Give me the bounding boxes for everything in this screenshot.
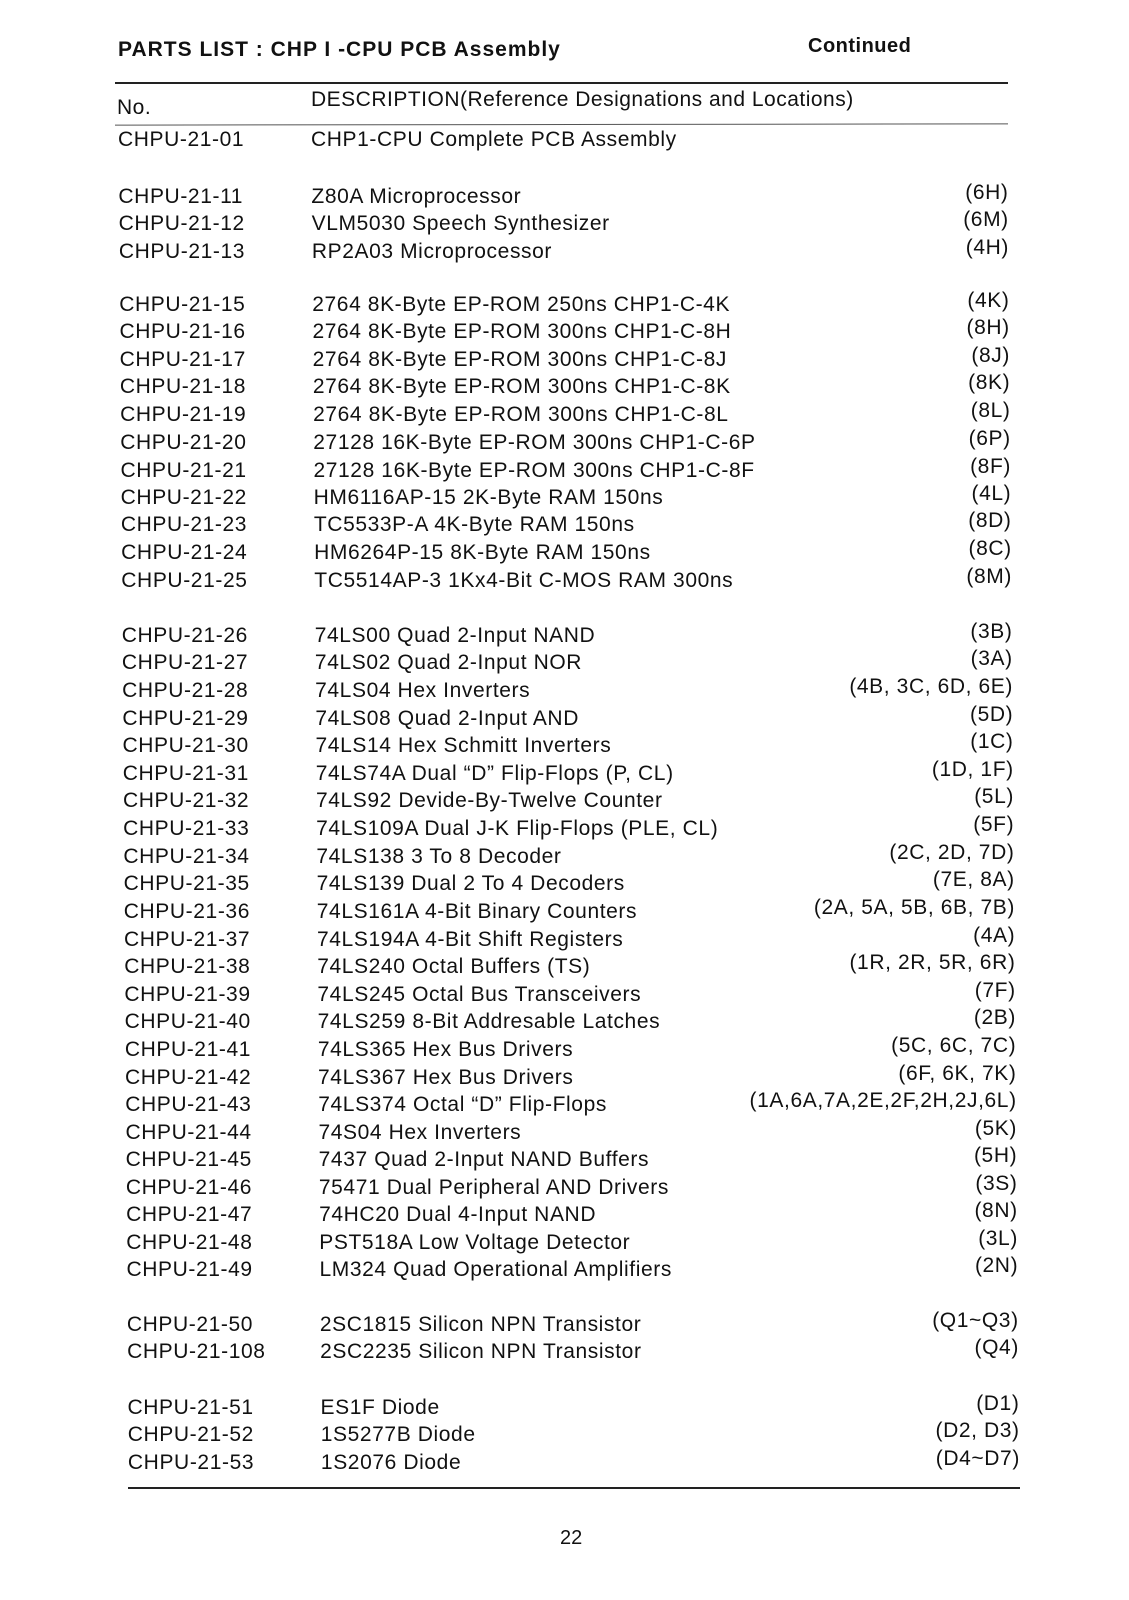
part-description: 2SC1815 Silicon NPN Transistor [319,1313,642,1336]
part-description: TC5514AP-3 1Kx4-Bit C-MOS RAM 300ns [314,569,734,592]
part-number: CHPU-21-20 [120,431,247,454]
part-description: VLM5030 Speech Synthesizer [311,212,610,235]
part-number: CHPU-21-13 [118,240,246,263]
part-description: 74LS92 Devide-By-Twelve Counter [315,789,663,812]
part-location: (8H) [966,316,1010,339]
page-title: PARTS LIST : CHP I -CPU PCB Assembly [118,38,561,61]
part-number: CHPU-21-46 [125,1176,253,1199]
part-number: CHPU-21-41 [124,1038,252,1061]
part-description: 74LS367 Hex Bus Drivers [318,1066,574,1089]
table-row [0,455,1129,486]
part-number: CHPU-21-30 [122,734,249,757]
part-description: 74LS14 Hex Schmitt Inverters [315,734,612,757]
part-number: CHPU-21-50 [126,1313,254,1336]
part-location: (2B) [973,1006,1016,1029]
part-location: (4B, 3C, 6D, 6E) [849,675,1013,698]
part-number: CHPU-21-33 [123,817,250,840]
table-row [0,1089,1129,1120]
table-row [0,208,1129,239]
table-row [0,236,1129,267]
part-location: (4A) [973,924,1016,947]
part-description: LM324 Quad Operational Amplifiers [319,1258,672,1281]
part-description: 75471 Dual Peripheral AND Drivers [318,1176,669,1199]
part-location: (8D) [968,509,1012,532]
part-location: (4H) [965,236,1010,259]
part-description: 2764 8K-Byte EP-ROM 300ns CHP1-C-8H [312,320,732,343]
part-description: HM6264P-15 8K-Byte RAM 150ns [314,541,651,564]
table-row [0,399,1129,430]
part-location: (Q4) [974,1336,1019,1359]
part-description: 74S04 Hex Inverters [318,1121,522,1144]
header-bottom-rule [115,123,1008,125]
part-location: (8K) [968,371,1011,394]
part-location: (5F) [973,813,1015,836]
part-number: CHPU-21-16 [119,320,246,343]
part-number: CHPU-21-36 [123,900,250,923]
part-description: 7437 Quad 2-Input NAND Buffers [318,1148,650,1171]
part-description: 74LS74A Dual “D” Flip-Flops (P, CL) [315,762,674,785]
part-location: (5H) [973,1144,1018,1167]
part-description: 74LS138 3 To 8 Decoder [316,845,562,868]
part-location: (2A, 5A, 5B, 6B, 7B) [813,896,1015,919]
part-location: (8M) [966,565,1012,588]
part-number: CHPU-21-18 [119,375,247,398]
table-row [0,703,1129,734]
table-row [0,868,1129,899]
part-location: (Q1~Q3) [932,1309,1019,1332]
column-header-no: No. [117,96,152,119]
part-location: (8F) [970,455,1011,478]
part-description: 2764 8K-Byte EP-ROM 250ns CHP1-C-4K [312,293,731,316]
part-location: (3A) [970,647,1013,670]
part-location: (8J) [971,344,1010,367]
table-row [0,1309,1129,1340]
table-row [0,1336,1129,1367]
part-description: Z80A Microprocessor [311,185,522,208]
part-description: 74LS02 Quad 2-Input NOR [314,651,583,674]
page-number: 22 [560,1527,583,1549]
part-number: CHPU-21-19 [120,403,247,426]
part-number: CHPU-21-39 [124,983,251,1006]
part-number: CHPU-21-45 [125,1148,252,1171]
table-row [0,344,1129,375]
part-number: CHPU-21-31 [122,762,249,785]
part-number: CHPU-21-22 [120,486,247,509]
part-number: CHPU-21-43 [125,1093,252,1116]
part-location: (D2, D3) [935,1419,1020,1442]
table-row [0,565,1129,596]
table-row [0,896,1129,927]
table-row [0,1034,1129,1065]
part-description: 2764 8K-Byte EP-ROM 300ns CHP1-C-8L [313,403,729,426]
part-number: CHPU-21-47 [126,1203,253,1226]
part-description: RP2A03 Microprocessor [311,240,553,263]
part-description: 74LS365 Hex Bus Drivers [317,1038,574,1061]
table-bottom-rule [128,1487,1020,1489]
table-row [0,951,1129,982]
part-location: (3L) [978,1227,1018,1250]
part-number: CHPU-21-42 [125,1066,252,1089]
table-row [0,316,1129,347]
table-row [0,813,1129,844]
table-row [0,1172,1129,1203]
part-description: 27128 16K-Byte EP-ROM 300ns CHP1-C-8F [313,459,755,482]
part-description: HM6116AP-15 2K-Byte RAM 150ns [313,486,664,509]
table-row [0,1227,1129,1258]
part-location: (6H) [965,181,1009,204]
part-location: (8N) [974,1199,1018,1222]
part-number: CHPU-21-28 [122,679,249,702]
part-description: 27128 16K-Byte EP-ROM 300ns CHP1-C-6P [313,431,756,454]
part-location: (3B) [970,620,1013,643]
table-row [0,482,1129,513]
table-row [0,1254,1129,1285]
table-row [0,758,1129,789]
part-number: CHPU-21-49 [126,1258,253,1281]
part-description: 74LS00 Quad 2-Input NAND [314,624,596,647]
part-description: TC5533P-A 4K-Byte RAM 150ns [313,513,635,536]
part-location: (1A,6A,7A,2E,2F,2H,2J,6L) [749,1089,1017,1112]
part-location: (8C) [968,537,1012,560]
part-description: 74LS194A 4-Bit Shift Registers [317,928,624,951]
table-row [0,289,1129,320]
part-location: (4K) [967,289,1010,312]
table-row [0,1117,1129,1148]
part-number: CHPU-21-15 [119,293,246,316]
part-number: CHPU-21-27 [121,651,249,674]
part-location: (5L) [974,785,1014,808]
table-row [0,371,1129,402]
part-location: (8L) [970,399,1011,422]
part-number: CHPU-21-26 [121,624,248,647]
table-row [0,620,1129,651]
header-top-rule [115,82,1008,84]
part-number: CHPU-21-34 [123,845,250,868]
part-number: CHPU-21-24 [121,541,248,564]
part-location: (D4~D7) [935,1447,1020,1470]
part-number: CHPU-21-51 [127,1396,254,1419]
part-description: 2SC2235 Silicon NPN Transistor [320,1340,642,1363]
part-number: CHPU-21-35 [123,872,250,895]
table-row [0,675,1129,706]
part-description: CHP1-CPU Complete PCB Assembly [311,128,677,151]
part-location: (5K) [974,1117,1017,1140]
part-location: (6M) [963,208,1009,231]
table-row [0,1419,1129,1450]
part-number: CHPU-21-29 [122,707,249,730]
table-row [0,730,1129,761]
part-description: 2764 8K-Byte EP-ROM 300ns CHP1-C-8J [312,348,727,371]
table-row [0,1006,1129,1037]
part-number: CHPU-21-11 [118,185,244,208]
part-number: CHPU-21-48 [126,1231,253,1254]
table-row [0,979,1129,1010]
part-location: (4L) [971,482,1012,505]
part-number: CHPU-21-108 [127,1340,266,1363]
part-number: CHPU-21-38 [124,955,251,978]
part-description: 1S2076 Diode [320,1451,462,1474]
part-description: 1S5277B Diode [320,1423,476,1446]
part-location: (D1) [976,1392,1020,1415]
table-row [0,785,1129,816]
part-location: (5C, 6C, 7C) [891,1034,1017,1057]
part-number: CHPU-21-21 [120,459,247,482]
table-row [0,427,1129,458]
column-header-description: DESCRIPTION(Reference Designations and Locations) [311,88,854,111]
table-row [0,1447,1129,1478]
table-row [0,1199,1129,1230]
part-description: 74LS139 Dual 2 To 4 Decoders [316,872,625,895]
part-number: CHPU-21-32 [122,789,250,812]
part-location: (7F) [974,979,1016,1002]
part-number: CHPU-21-23 [120,513,248,536]
part-number: CHPU-21-12 [118,212,245,235]
part-location: (1C) [970,730,1014,753]
part-description: 74LS374 Octal “D” Flip-Flops [318,1093,607,1116]
part-number: CHPU-21-44 [125,1121,252,1144]
part-description: 74LS109A Dual J-K Flip-Flops (PLE, CL) [316,817,719,840]
part-number: CHPU-21-53 [127,1451,255,1474]
part-number: CHPU-21-25 [121,569,248,592]
table-row [0,1144,1129,1175]
part-description: 74LS259 8-Bit Addresable Latches [317,1010,661,1033]
part-location: (1R, 2R, 5R, 6R) [849,951,1016,974]
part-description: 2764 8K-Byte EP-ROM 300ns CHP1-C-8K [312,375,731,398]
part-location: (7E, 8A) [932,868,1015,891]
part-description: 74LS04 Hex Inverters [315,679,531,702]
table-row [0,509,1129,540]
part-location: (2N) [974,1254,1019,1277]
part-description: 74LS240 Octal Buffers (TS) [317,955,591,978]
table-row [0,128,1129,155]
part-location: (5D) [969,703,1014,726]
part-location: (1D, 1F) [931,758,1014,781]
part-number: CHPU-21-17 [119,348,246,371]
part-location: (6P) [968,427,1011,450]
part-number: CHPU-21-52 [127,1423,254,1446]
part-location: (2C, 2D, 7D) [889,841,1015,864]
table-row [0,647,1129,678]
part-description: 74LS245 Octal Bus Transceivers [317,983,642,1006]
continued-label: Continued [808,35,912,57]
part-location: (3S) [975,1172,1018,1195]
table-row [0,537,1129,568]
part-description: PST518A Low Voltage Detector [319,1231,631,1254]
table-row [0,181,1129,212]
part-description: 74LS08 Quad 2-Input AND [315,707,579,730]
part-description: 74LS161A 4-Bit Binary Counters [316,900,638,923]
part-number: CHPU-21-01 [118,128,245,151]
part-number: CHPU-21-37 [124,928,251,951]
part-location: (6F, 6K, 7K) [898,1062,1017,1085]
part-description: ES1F Diode [320,1396,440,1419]
part-description: 74HC20 Dual 4-Input NAND [319,1203,597,1226]
part-number: CHPU-21-40 [124,1010,251,1033]
